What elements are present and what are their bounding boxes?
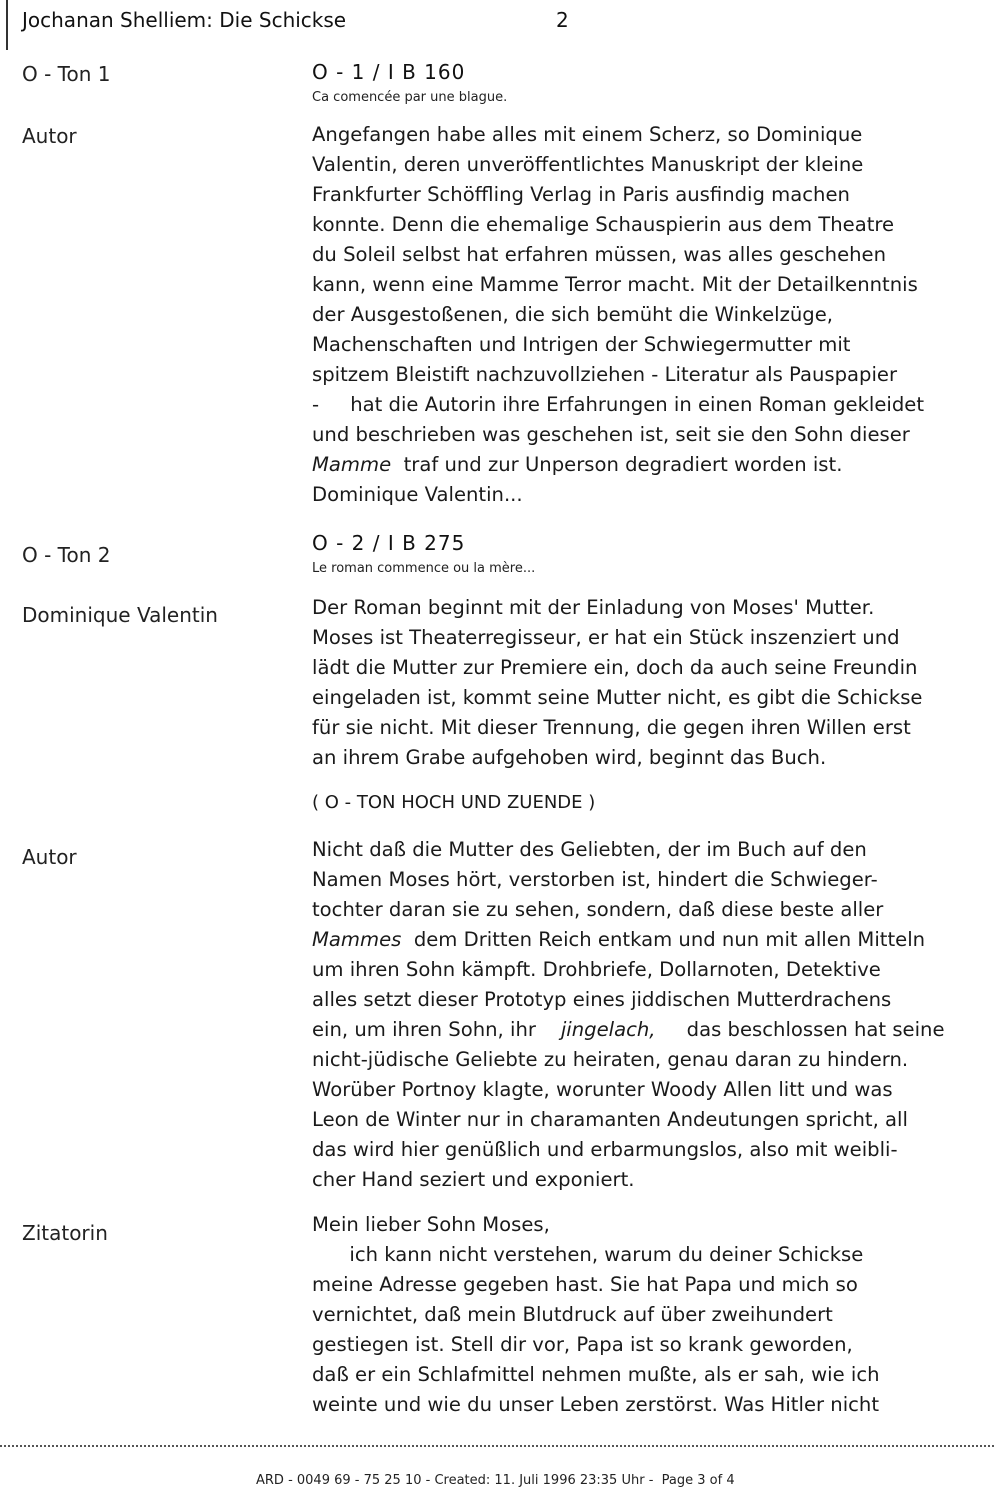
footer-divider — [0, 1445, 994, 1447]
italic-word: Mamme — [312, 453, 392, 476]
text-fragment: das beschlossen hat seine — [655, 1018, 945, 1041]
stage-direction: ( O - TON HOCH UND ZUENDE ) — [312, 792, 596, 813]
text-line: du Soleil selbst hat erfahren müssen, was alles geschehen — [312, 243, 887, 266]
text-line: Dominique Valentin... — [312, 483, 523, 506]
text-line: für sie nicht. Mit dieser Trennung, die gegen ihren Willen erst — [312, 716, 911, 739]
text-line: das wird hier genüßlich und erbarmungslos, also mit weibli- — [312, 1138, 898, 1161]
text-line: und beschrieben was geschehen ist, seit sie den Sohn dieser — [312, 423, 910, 446]
speaker-label-o-ton-1: O - Ton 1 — [22, 62, 111, 86]
text-line: Machenschaften und Intrigen der Schwiegermutter mit — [312, 333, 851, 356]
text-line: meine Adresse gegeben hast. Sie hat Papa und mich so — [312, 1273, 858, 1296]
text-line: cher Hand seziert und exponiert. — [312, 1168, 635, 1191]
text-line: spitzem Bleistift nachzuvollziehen - Literatur als Pauspapier — [312, 363, 898, 386]
text-line: Mein lieber Sohn Moses, — [312, 1213, 550, 1236]
paragraph-zitatorin — [312, 1210, 982, 1420]
page-header-title: Jochanan Shelliem: Die Schickse — [22, 8, 347, 32]
speaker-label-autor-1: Autor — [22, 124, 77, 148]
text-line: Worüber Portnoy klagte, worunter Woody Allen litt und was — [312, 1078, 893, 1101]
text-line: Nicht daß die Mutter des Geliebten, der im Buch auf den — [312, 838, 867, 861]
text-line: Namen Moses hört, verstorben ist, hindert die Schwieger- — [312, 868, 878, 891]
text-line: Valentin, deren unveröffentlichtes Manuskript der kleine — [312, 153, 864, 176]
tape-reference-2: O - 2 / I B 275 — [312, 531, 466, 555]
speaker-label-o-ton-2: O - Ton 2 — [22, 543, 111, 567]
text-line — [312, 925, 982, 955]
text-line: - hat die Autorin ihre Erfahrungen in einen Roman gekleidet — [312, 393, 925, 416]
text-line: Moses ist Theaterregisseur, er hat ein Stück inszenziert und — [312, 626, 900, 649]
text-line: tochter daran sie zu sehen, sondern, daß diese beste aller — [312, 898, 884, 921]
page-number: 2 — [556, 8, 569, 32]
text-fragment: dem Dritten Reich entkam und nun mit allen Mitteln — [401, 928, 926, 951]
paragraph-autor-2 — [312, 835, 982, 1195]
text-line — [312, 450, 982, 480]
cue-text-2: Le roman commence ou la mère... — [312, 561, 536, 576]
text-line: Angefangen habe alles mit einem Scherz, so Dominique — [312, 123, 863, 146]
text-line: lädt die Mutter zur Premiere ein, doch da auch seine Freundin — [312, 656, 918, 679]
text-fragment: traf und zur Unperson degradiert worden ist. — [391, 453, 843, 476]
text-line: Leon de Winter nur in charamanten Andeutungen spricht, all — [312, 1108, 908, 1131]
paragraph-dominique-valentin — [312, 593, 982, 773]
text-line: gestiegen ist. Stell dir vor, Papa ist so krank geworden, — [312, 1333, 853, 1356]
fax-footer: ARD - 0049 69 - 75 25 10 - Created: 11. Juli 1996 23:35 Uhr - Page 3 of 4 — [256, 1473, 735, 1488]
text-line: weinte und wie du unser Leben zerstörst. Was Hitler nicht — [312, 1393, 880, 1416]
text-line: kann, wenn eine Mamme Terror macht. Mit der Detailkenntnis — [312, 273, 918, 296]
cue-text-1: Ca comencée par une blague. — [312, 90, 508, 105]
text-line: um ihren Sohn kämpft. Drohbriefe, Dollarnoten, Detektive — [312, 958, 881, 981]
text-line: alles setzt dieser Prototyp eines jiddischen Mutterdrachens — [312, 988, 892, 1011]
speaker-label-zitatorin: Zitatorin — [22, 1221, 108, 1245]
text-line: Frankfurter Schöffling Verlag in Paris ausfindig machen — [312, 183, 850, 206]
text-line: Der Roman beginnt mit der Einladung von Moses' Mutter. — [312, 596, 875, 619]
paragraph-autor-1 — [312, 120, 982, 510]
text-fragment: ein, um ihren Sohn, ihr — [312, 1018, 561, 1041]
text-line: der Ausgestoßenen, die sich bemüht die Winkelzüge, — [312, 303, 834, 326]
italic-word: jingelach, — [560, 1018, 656, 1041]
text-line: vernichtet, daß mein Blutdruck auf über zweihundert — [312, 1303, 833, 1326]
text-line: nicht-jüdische Geliebte zu heiraten, genau daran zu hindern. — [312, 1048, 909, 1071]
margin-mark — [6, 0, 8, 50]
text-line: konnte. Denn die ehemalige Schauspierin aus dem Theatre — [312, 213, 895, 236]
text-line: ich kann nicht verstehen, warum du deiner Schickse — [312, 1243, 864, 1266]
text-line: eingeladen ist, kommt seine Mutter nicht, es gibt die Schickse — [312, 686, 923, 709]
speaker-label-autor-2: Autor — [22, 845, 77, 869]
tape-reference-1: O - 1 / I B 160 — [312, 60, 466, 84]
text-line — [312, 1015, 982, 1045]
text-line: an ihrem Grabe aufgehoben wird, beginnt das Buch. — [312, 746, 827, 769]
italic-word: Mammes — [312, 928, 402, 951]
speaker-label-dominique-valentin: Dominique Valentin — [22, 603, 218, 627]
text-line: daß er ein Schlafmittel nehmen mußte, als er sah, wie ich — [312, 1363, 880, 1386]
